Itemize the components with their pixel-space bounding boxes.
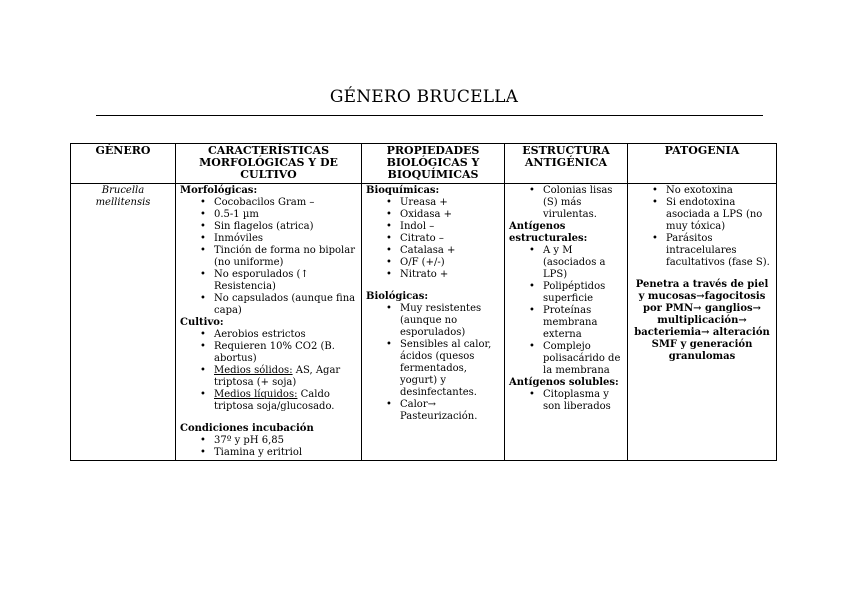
- header-patogenia: PATOGENIA: [628, 144, 777, 184]
- header-genero: GÉNERO: [71, 144, 176, 184]
- list-item: • Indol –: [400, 221, 500, 233]
- list-item: • 0.5-1 µm: [214, 209, 357, 221]
- solubles-heading: Antígenos solubles:: [509, 377, 619, 388]
- list-item: • Parásitos intracelulares facultativos (fase S).: [666, 233, 772, 269]
- estructurales-heading: Antígenos estructurales:: [509, 221, 588, 244]
- genus-cell: Brucella mellitensis: [71, 184, 176, 461]
- propiedades-cell: [362, 184, 505, 461]
- page-title: GÉNERO BRUCELLA: [329, 87, 519, 107]
- list-item: • Aerobios estrictos: [214, 329, 357, 341]
- antigenica-cell: [505, 184, 628, 461]
- header-caracteristicas: CARACTERÍSTICAS MORFOLÓGICAS Y DE CULTIVO: [176, 144, 362, 184]
- list-item: • Citoplasma y son liberados: [543, 389, 623, 413]
- medio-solido-text: AS, Agar triptosa (+ soja): [214, 365, 341, 388]
- condiciones-heading: Condiciones incubación: [180, 423, 314, 434]
- list-item: • Ureasa +: [400, 197, 500, 209]
- list-item: • Nitrato +: [400, 269, 500, 281]
- list-item: • No exotoxina: [666, 185, 772, 197]
- list-item: • Sensibles al calor, ácidos (quesos fermentados, yogurt) y desinfectantes.: [400, 339, 500, 399]
- bioquimicas-heading: Bioquímicas:: [366, 185, 440, 196]
- list-item: • Tiamina y eritriol: [214, 447, 357, 459]
- list-item: • Calor→ Pasteurización.: [400, 399, 500, 423]
- table-row: [71, 184, 777, 461]
- header-estructura: ESTRUCTURA ANTIGÉNICA: [505, 144, 628, 184]
- list-item: • Citrato –: [400, 233, 500, 245]
- estructurales-list: [509, 245, 623, 377]
- list-item: • Si endotoxina asociada a LPS (no muy tóxica): [666, 197, 772, 233]
- biologicas-heading: Biológicas:: [366, 291, 429, 302]
- table-header-row: [71, 144, 777, 184]
- list-item: • Colonias lisas (S) más virulentas.: [543, 185, 623, 221]
- title-divider: [96, 115, 763, 116]
- medio-liquido-text: Caldo triptosa soja/glucosado.: [214, 389, 335, 412]
- list-item: • Sin flagelos (atrica): [214, 221, 357, 233]
- antigenica-intro-list: [509, 185, 623, 221]
- list-item: • No capsulados (aunque fina capa): [214, 293, 357, 317]
- list-item: • O/F (+/-): [400, 257, 500, 269]
- patogenia-cell: [628, 184, 777, 461]
- list-item: • Cocobacilos Gram –: [214, 197, 357, 209]
- condiciones-list: [180, 435, 357, 459]
- list-item: [214, 389, 357, 413]
- list-item: • Tinción de forma no bipolar (no uniforme): [214, 245, 357, 269]
- list-item: • A y M (asociados a LPS): [543, 245, 623, 281]
- list-item: • Muy resistentes (aunque no esporulados): [400, 303, 500, 339]
- medio-liquido-label: Medios líquidos:: [214, 389, 298, 400]
- list-item: [214, 365, 357, 389]
- solubles-list: [509, 389, 623, 413]
- list-item: • Catalasa +: [400, 245, 500, 257]
- morfologia-heading: Morfológicas:: [180, 185, 258, 196]
- medio-solido-label: Medios sólidos:: [214, 365, 293, 376]
- morfologia-cultivo-cell: [176, 184, 362, 461]
- list-item: • Proteínas membrana externa: [543, 305, 623, 341]
- bioquimicas-list: [366, 197, 500, 281]
- list-item: • 37º y pH 6,85: [214, 435, 357, 447]
- list-item: • Inmóviles: [214, 233, 357, 245]
- biologicas-list: [366, 303, 500, 423]
- brucella-table: [70, 143, 777, 461]
- morfologia-list: [180, 197, 357, 317]
- header-propiedades: PROPIEDADES BIOLÓGICAS Y BIOQUÍMICAS: [362, 144, 505, 184]
- patogenia-list: [632, 185, 772, 269]
- patogenia-summary: Penetra a través de piel y mucosas→fagocitosis por PMN→ ganglios→ multiplicación→ bacteriemia→ alteración SMF y generación granulomas: [634, 279, 770, 362]
- list-item: • Complejo polisacárido de la membrana: [543, 341, 623, 377]
- cultivo-list: [180, 329, 357, 413]
- list-item: • Polipéptidos superficie: [543, 281, 623, 305]
- list-item: • Oxidasa +: [400, 209, 500, 221]
- list-item: • Requieren 10% CO2 (B. abortus): [214, 341, 357, 365]
- list-item: • No esporulados (↑ Resistencia): [214, 269, 357, 293]
- cultivo-heading: Cultivo:: [180, 317, 224, 328]
